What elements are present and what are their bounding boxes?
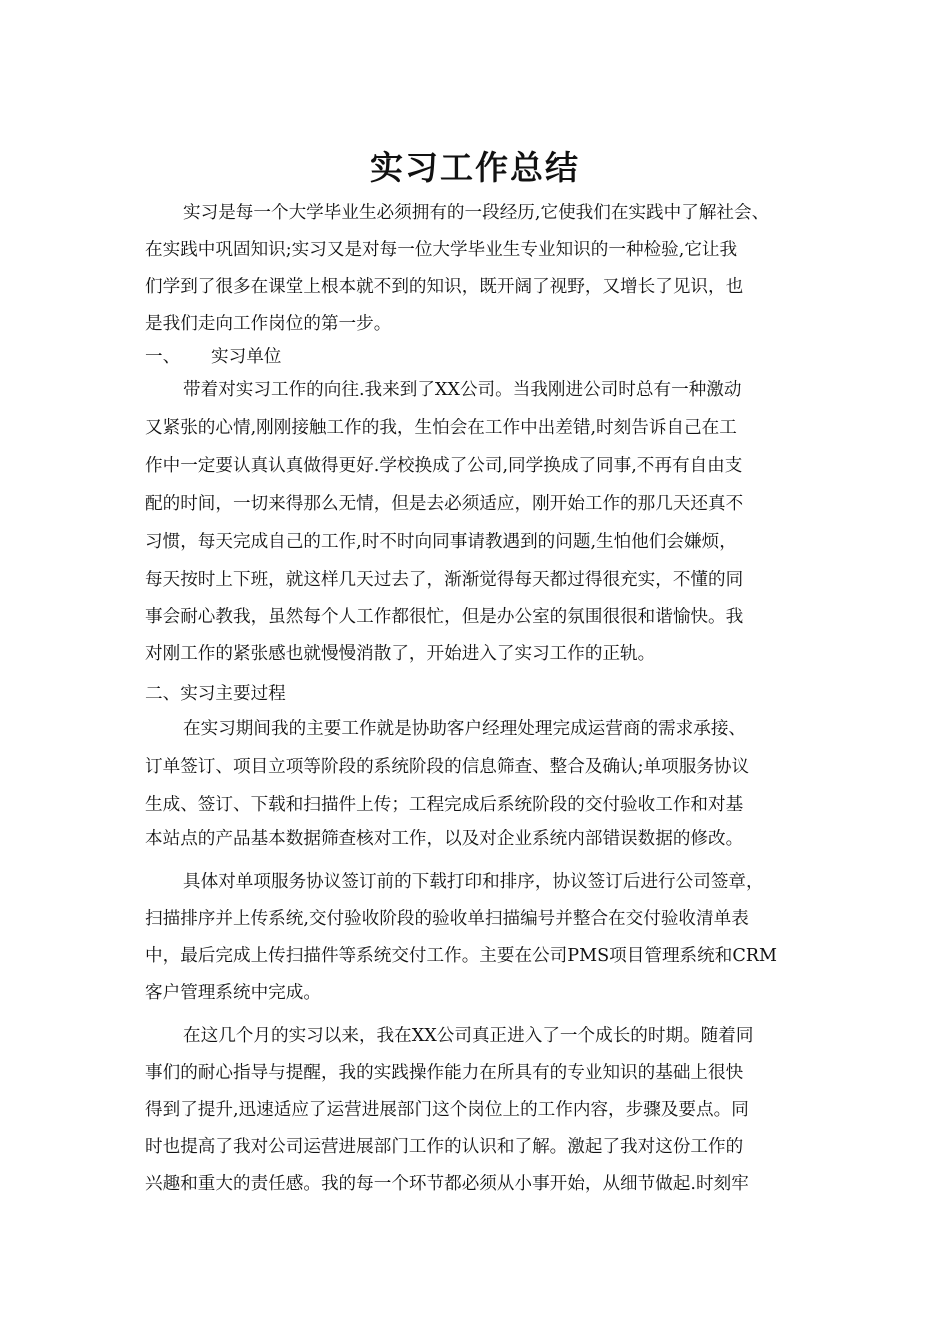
paragraph-line: 事会耐心教我，虽然每个人工作都很忙，但是办公室的氛围很很和谐愉快。我 bbox=[145, 607, 744, 627]
paragraph-line: 具体对单项服务协议签订前的下载打印和排序，协议签订后进行公司签章， bbox=[183, 872, 764, 892]
paragraph-line: 时也提高了我对公司运营进展部门工作的认识和了解。激起了我对这份工作的 bbox=[145, 1137, 744, 1157]
paragraph-line: 生成、签订、下载和扫描件上传；工程完成后系统阶段的交付验收工作和对基 bbox=[145, 795, 744, 815]
paragraph-line: 带着对实习工作的向往.我来到了XX公司。当我刚进公司时总有一种激动 bbox=[183, 380, 742, 400]
paragraph-line: 习惯，每天完成自己的工作,时不时向同事请教遇到的问题,生怕他们会嫌烦， bbox=[145, 532, 737, 552]
section-number: 一、 bbox=[145, 347, 181, 367]
paragraph-line: 客户管理系统中完成。 bbox=[145, 983, 321, 1003]
document-title: 实习工作总结 bbox=[370, 148, 580, 187]
paragraph-line: 事们的耐心指导与提醒，我的实践操作能力在所具有的专业知识的基础上很快 bbox=[145, 1063, 744, 1083]
paragraph-line: 本站点的产品基本数据筛查核对工作，以及对企业系统内部错误数据的修改。 bbox=[145, 829, 744, 849]
intro-line: 实习是每一个大学毕业生必须拥有的一段经历,它使我们在实践中了解社会、 bbox=[183, 203, 770, 223]
paragraph-line: 中，最后完成上传扫描件等系统交付工作。主要在公司PMS项目管理系统和CRM bbox=[145, 946, 778, 966]
paragraph-line: 得到了提升,迅速适应了运营进展部门这个岗位上的工作内容，步骤及要点。同 bbox=[145, 1100, 749, 1120]
intro-line: 是我们走向工作岗位的第一步。 bbox=[145, 314, 392, 334]
paragraph-line: 在这几个月的实习以来，我在XX公司真正进入了一个成长的时期。随着同 bbox=[183, 1026, 754, 1046]
paragraph-line: 又紧张的心情,刚刚接触工作的我，生怕会在工作中出差错,时刻告诉自己在工 bbox=[145, 418, 737, 438]
intro-line: 们学到了很多在课堂上根本就不到的知识，既开阔了视野，又增长了见识，也 bbox=[145, 277, 744, 297]
paragraph-line: 作中一定要认真认真做得更好.学校换成了公司,同学换成了同事,不再有自由支 bbox=[145, 456, 743, 476]
intro-line: 在实践中巩固知识;实习又是对每一位大学毕业生专业知识的一种检验,它让我 bbox=[145, 240, 738, 260]
paragraph-line: 对刚工作的紧张感也就慢慢消散了，开始进入了实习工作的正轨。 bbox=[145, 644, 656, 664]
paragraph-line: 配的时间，一切来得那么无情，但是去必须适应，刚开始工作的那几天还真不 bbox=[145, 494, 744, 514]
paragraph-line: 在实习期间我的主要工作就是协助客户经理处理完成运营商的需求承接、 bbox=[183, 719, 747, 739]
section-heading-2: 二、实习主要过程 bbox=[145, 684, 286, 704]
paragraph-line: 订单签订、项目立项等阶段的系统阶段的信息筛查、整合及确认;单项服务协议 bbox=[145, 757, 750, 777]
paragraph-line: 兴趣和重大的责任感。我的每一个环节都必须从小事开始，从细节做起.时刻牢 bbox=[145, 1174, 749, 1194]
paragraph-line: 扫描排序并上传系统,交付验收阶段的验收单扫描编号并整合在交付验收清单表 bbox=[145, 909, 749, 929]
section-title: 实习单位 bbox=[211, 347, 282, 367]
section-heading-1 bbox=[145, 340, 281, 374]
paragraph-line: 每天按时上下班，就这样几天过去了，渐渐觉得每天都过得很充实，不懂的同 bbox=[145, 570, 744, 590]
